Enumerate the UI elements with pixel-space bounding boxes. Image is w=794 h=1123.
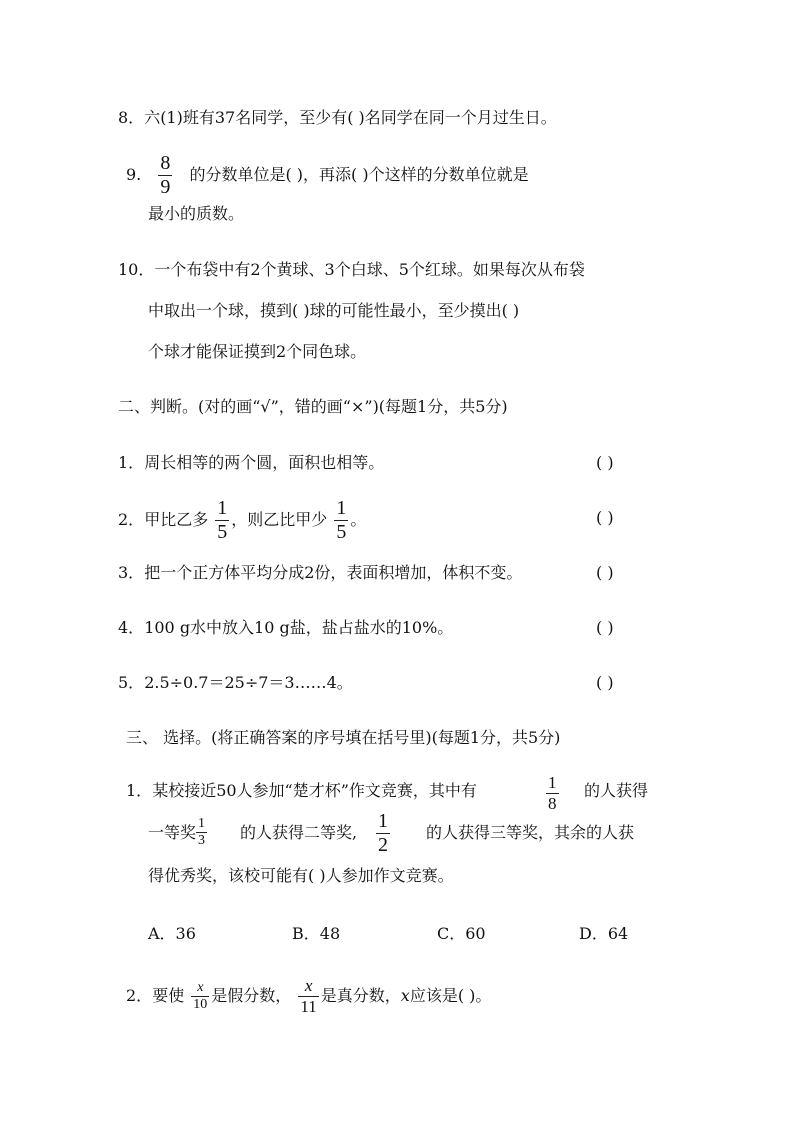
choice-1-line1: [126, 781, 477, 801]
fraction: [196, 816, 207, 849]
judge-item-4: [118, 618, 453, 638]
question-number: 8．: [118, 108, 145, 127]
numerator: 1: [217, 497, 228, 519]
denominator: 10: [193, 997, 208, 1012]
judge-item-2: [118, 497, 366, 544]
judge-item-3: [118, 563, 522, 583]
section-title: 二、判断。(对的画“√”，错的画“×”)(每题1分，共5分): [118, 397, 508, 416]
question-text: 10．一个布袋中有2个黄球、3个白球、5个红球。如果每次从布袋: [118, 260, 585, 279]
question-number: 3．: [118, 563, 145, 582]
answer-paren: ( ): [596, 453, 614, 472]
question-text: 是假分数，: [211, 986, 292, 1005]
question-text: 的人获得三等奖，其余的人获: [426, 823, 635, 842]
denominator: 2: [378, 834, 388, 856]
question-text: 是真分数，: [320, 986, 401, 1005]
answer-paren: ( ): [596, 673, 614, 692]
fraction: [191, 980, 209, 1013]
answer-paren: ( ): [596, 508, 614, 527]
question-text: 甲比乙多: [144, 510, 209, 529]
variable: x: [400, 986, 410, 1005]
choice-1-line2-end: [426, 823, 634, 843]
question-9: [126, 152, 529, 199]
question-text: 个球才能保证摸到2个同色球。: [148, 342, 367, 361]
choice-1-line2-mid: [240, 823, 357, 843]
question-text: 。: [350, 510, 367, 529]
question-text: 的人获得二等奖,: [240, 823, 358, 842]
answer-paren: ( ): [596, 618, 614, 637]
question-10-line2: [148, 301, 519, 321]
question-number: 5．: [118, 673, 145, 692]
numerator: 1: [378, 810, 388, 832]
question-text: 中取出一个球，摸到( )球的可能性最小，至少摸出( ): [148, 301, 520, 320]
question-text: 100 g水中放入10 g盐，盐占盐水的10%。: [144, 618, 454, 637]
question-text: 某校接近50人参加“楚才杯”作文竞赛，其中有: [152, 781, 477, 800]
numerator: 8: [160, 152, 171, 174]
question-text: 的分数单位是( )，再添( )个这样的分数单位就是: [189, 165, 529, 184]
denominator: 11: [300, 997, 317, 1016]
question-text: 得优秀奖，该校可能有( )人参加作文竞赛。: [148, 866, 454, 885]
fraction: [334, 497, 348, 544]
denominator: 5: [336, 521, 347, 543]
question-number: 4．: [118, 618, 145, 637]
section-3-title: [126, 728, 560, 748]
numerator: x: [191, 980, 209, 997]
question-text: 应该是( )。: [409, 986, 492, 1005]
question-text: 一等奖: [148, 823, 197, 842]
denominator: 3: [198, 833, 205, 848]
question-text: 把一个正方体平均分成2份，表面积增加，体积不变。: [144, 563, 523, 582]
choice-2: [126, 976, 491, 1017]
fraction: [546, 773, 559, 814]
question-text: 2.5÷0.7＝25÷7＝3……4。: [144, 673, 353, 692]
judge-item-5: [118, 673, 353, 693]
fraction: [376, 810, 390, 857]
choice-1-line2: [148, 823, 196, 843]
denominator: 8: [548, 794, 557, 813]
numerator: 1: [548, 773, 557, 792]
choice-1-line3: [148, 866, 454, 886]
question-text: 要使: [152, 986, 185, 1005]
question-text: 的人获得: [584, 781, 649, 800]
question-number: 9.: [126, 165, 142, 184]
question-number: 2．: [118, 510, 145, 529]
question-8: [118, 108, 557, 128]
question-number: 1．: [126, 781, 153, 800]
option-b: B．48: [292, 924, 341, 943]
question-text: ，则乙比甲少: [231, 510, 328, 529]
question-text: 周长相等的两个圆，面积也相等。: [144, 453, 385, 472]
question-text: 六(1)班有37名同学，至少有( )名同学在同一个月过生日。: [144, 108, 557, 127]
denominator: 9: [160, 176, 171, 198]
numerator: x: [298, 976, 318, 997]
question-10-line3: [148, 342, 366, 362]
denominator: 5: [217, 521, 228, 543]
numerator: 1: [336, 497, 347, 519]
question-10-line1: [118, 260, 585, 280]
fraction: [215, 497, 229, 544]
question-9-line2: [148, 204, 244, 224]
section-title: 三、 选择。(将正确答案的序号填在括号里)(每题1分，共5分): [126, 728, 561, 747]
option-d: D．64: [579, 924, 629, 943]
fraction: [158, 152, 172, 199]
question-number: 2．: [126, 986, 153, 1005]
choice-1-line1-end: [584, 781, 648, 801]
question-number: 1．: [118, 453, 145, 472]
judge-item-1: [118, 453, 384, 473]
answer-paren: ( ): [596, 563, 614, 582]
fraction: [298, 976, 318, 1017]
section-2-title: [118, 397, 508, 417]
option-c: C．60: [437, 924, 486, 943]
option-a: A．36: [148, 924, 196, 943]
question-text: 最小的质数。: [148, 204, 245, 223]
numerator: 1: [198, 816, 205, 831]
